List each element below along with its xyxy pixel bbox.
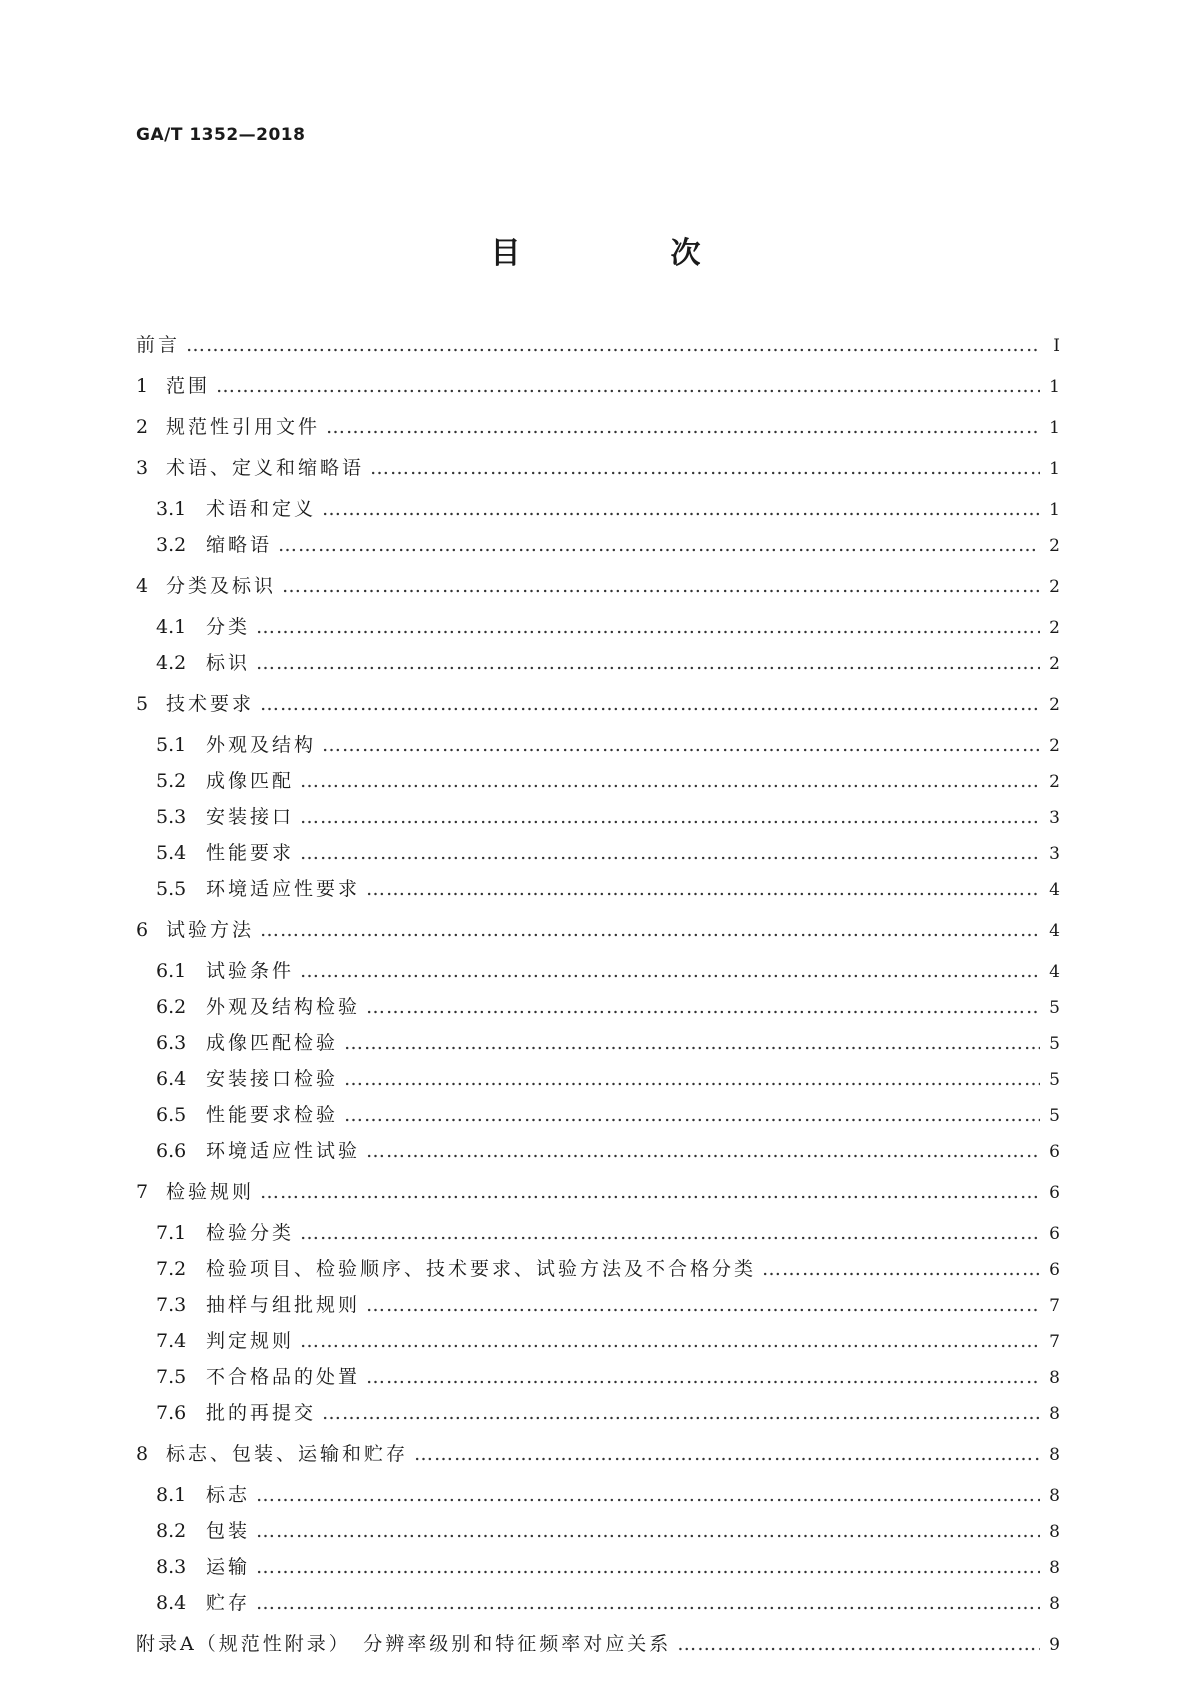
toc-entry-number: 5 [136,693,149,715]
toc-entry[interactable] [136,956,1060,983]
toc-leader-dots [322,1402,1040,1424]
toc-entry-page: 6 [1049,1142,1060,1162]
toc-entry-label: 检验规则 [166,1181,255,1203]
toc-leader-dots [300,1222,1040,1244]
toc-entry-label: 附录A（规范性附录） 分辨率级别和特征频率对应关系 [136,1633,672,1655]
toc-entry[interactable] [136,766,1060,793]
toc-entry[interactable] [136,874,1060,901]
toc-entry-page: 4 [1049,921,1060,941]
toc-entry[interactable] [136,648,1060,675]
toc-entry-page: 8 [1049,1404,1060,1424]
toc-entry[interactable] [136,1480,1060,1507]
toc-entry-label: 分类及标识 [166,575,277,597]
toc-entry-number: 5.5 [156,878,187,900]
toc-entry[interactable] [136,494,1060,521]
toc-entry-page: Ⅰ [1053,336,1060,356]
toc-leader-dots [278,534,1040,556]
toc-entry-number: 8 [136,1443,149,1465]
toc-entry-number: 5.1 [156,734,187,756]
toc-entry-page: 2 [1049,736,1060,756]
toc-leader-dots [326,416,1040,438]
toc-entry-label: 贮存 [206,1592,251,1614]
toc-leader-dots [300,960,1040,982]
toc-entry-number: 7.6 [156,1402,187,1424]
toc-entry[interactable] [136,730,1060,757]
toc-entry-number: 7.5 [156,1366,187,1388]
toc-entry[interactable] [136,1326,1060,1353]
toc-entry-number: 5.2 [156,770,187,792]
toc-entry[interactable] [136,453,1060,480]
toc-entry-number: 7.3 [156,1294,187,1316]
toc-entry[interactable] [136,1588,1060,1615]
toc-leader-dots [414,1443,1040,1465]
toc-entry[interactable] [136,915,1060,942]
toc-entry-number: 7.1 [156,1222,187,1244]
toc-entry-page: 7 [1049,1296,1060,1316]
toc-leader-dots [300,1330,1040,1352]
toc-entry-label: 范围 [166,375,211,397]
toc-entry[interactable] [136,1100,1060,1127]
toc-entry[interactable] [136,838,1060,865]
toc-entry-label: 规范性引用文件 [166,416,321,438]
toc-entry-page: 2 [1049,654,1060,674]
toc-entry-page: 2 [1049,695,1060,715]
toc-leader-dots [366,878,1040,900]
toc-entry[interactable] [136,1552,1060,1579]
toc-leader-dots [256,652,1040,674]
toc-entry-page: 5 [1049,998,1060,1018]
toc-leader-dots [260,1181,1040,1203]
toc-entry-number: 8.1 [156,1484,187,1506]
toc-entry-label: 环境适应性试验 [206,1140,361,1162]
toc-entry-number: 4 [136,575,149,597]
toc-entry-number: 4.2 [156,652,187,674]
toc-leader-dots [260,919,1040,941]
toc-entry[interactable] [136,1362,1060,1389]
toc-leader-dots [300,770,1040,792]
toc-entry-page: 3 [1049,808,1060,828]
toc-entry[interactable] [136,1136,1060,1163]
toc-entry-page: 7 [1049,1332,1060,1352]
toc-leader-dots [256,1520,1040,1542]
toc-leader-dots [216,375,1040,397]
toc-leader-dots [366,1294,1040,1316]
toc-entry[interactable] [136,1064,1060,1091]
toc-entry-label: 环境适应性要求 [206,878,361,900]
toc-leader-dots [282,575,1040,597]
toc-entry-label: 运输 [206,1556,251,1578]
toc-entry-page: 4 [1049,880,1060,900]
toc-entry-number: 6.5 [156,1104,187,1126]
toc-entry-number: 6.6 [156,1140,187,1162]
toc-entry-page: 8 [1049,1486,1060,1506]
toc-entry-page: 2 [1049,618,1060,638]
toc-entry-label: 标志 [206,1484,251,1506]
toc-entry[interactable] [136,412,1060,439]
toc-leader-dots [370,457,1040,479]
toc-entry-label: 标志、包装、运输和贮存 [166,1443,409,1465]
table-of-contents [136,330,1060,1656]
toc-entry[interactable] [136,1290,1060,1317]
toc-entry-page: 8 [1049,1368,1060,1388]
toc-entry[interactable] [136,1254,1060,1281]
toc-leader-dots [344,1032,1040,1054]
toc-entry-label: 技术要求 [166,693,255,715]
toc-entry-page: 8 [1049,1594,1060,1614]
toc-entry-number: 7 [136,1181,149,1203]
toc-entry-label: 缩略语 [206,534,273,556]
toc-entry-number: 3.2 [156,534,187,556]
toc-leader-dots [366,1140,1040,1162]
toc-entry[interactable] [136,1218,1060,1245]
toc-entry-label: 包装 [206,1520,251,1542]
toc-entry-number: 6.2 [156,996,187,1018]
toc-entry-label: 判定规则 [206,1330,295,1352]
toc-entry-number: 6.4 [156,1068,187,1090]
toc-entry-number: 7.2 [156,1258,187,1280]
toc-entry-label: 术语和定义 [206,498,317,520]
toc-entry[interactable] [136,330,1060,357]
toc-entry-page: 9 [1049,1635,1060,1655]
toc-entry[interactable] [136,992,1060,1019]
toc-entry-number: 2 [136,416,149,438]
toc-entry[interactable] [136,571,1060,598]
toc-entry-page: 5 [1049,1034,1060,1054]
toc-entry[interactable] [136,1516,1060,1543]
toc-entry-page: 8 [1049,1522,1060,1542]
toc-entry-number: 5.4 [156,842,187,864]
toc-leader-dots [762,1258,1040,1280]
toc-entry-label: 不合格品的处置 [206,1366,361,1388]
toc-entry-number: 6 [136,919,149,941]
toc-leader-dots [186,334,1040,356]
toc-entry-number: 8.4 [156,1592,187,1614]
toc-leader-dots [344,1068,1040,1090]
toc-entry-label: 标识 [206,652,251,674]
toc-entry-number: 4.1 [156,616,187,638]
toc-leader-dots [256,616,1040,638]
toc-leader-dots [300,842,1040,864]
toc-entry-page: 2 [1049,577,1060,597]
toc-entry[interactable] [136,1629,1060,1656]
toc-leader-dots [322,498,1040,520]
toc-entry-label: 术语、定义和缩略语 [166,457,365,479]
toc-entry-label: 成像匹配检验 [206,1032,339,1054]
toc-entry-number: 7.4 [156,1330,187,1352]
standard-code: GA/T 1352—2018 [136,125,306,145]
toc-entry-page: 2 [1049,772,1060,792]
toc-entry-label: 抽样与组批规则 [206,1294,361,1316]
toc-entry-page: 5 [1049,1106,1060,1126]
toc-entry-label: 性能要求 [206,842,295,864]
toc-entry-page: 3 [1049,844,1060,864]
toc-entry-label: 检验分类 [206,1222,295,1244]
toc-leader-dots [260,693,1040,715]
toc-entry-number: 1 [136,375,149,397]
toc-leader-dots [366,996,1040,1018]
toc-entry[interactable] [136,1439,1060,1466]
toc-entry-page: 5 [1049,1070,1060,1090]
toc-entry-label: 检验项目、检验顺序、技术要求、试验方法及不合格分类 [206,1258,757,1280]
toc-entry[interactable] [136,612,1060,639]
toc-entry-label: 性能要求检验 [206,1104,339,1126]
toc-leader-dots [344,1104,1040,1126]
toc-entry-label: 前言 [136,334,181,356]
toc-entry-label: 安装接口 [206,806,295,828]
toc-entry-page: 1 [1049,418,1060,438]
toc-entry-page: 6 [1049,1224,1060,1244]
toc-leader-dots [256,1556,1040,1578]
toc-entry-number: 3.1 [156,498,187,520]
toc-entry-number: 8.2 [156,1520,187,1542]
toc-entry[interactable] [136,1177,1060,1204]
toc-entry-page: 6 [1049,1183,1060,1203]
toc-entry-label: 安装接口检验 [206,1068,339,1090]
toc-entry-page: 1 [1049,459,1060,479]
toc-entry-number: 6.1 [156,960,187,982]
toc-entry[interactable] [136,371,1060,398]
toc-entry-number: 6.3 [156,1032,187,1054]
toc-entry-label: 分类 [206,616,251,638]
toc-entry-page: 1 [1049,377,1060,397]
toc-entry-label: 成像匹配 [206,770,295,792]
toc-entry-number: 8.3 [156,1556,187,1578]
toc-entry-page: 8 [1049,1445,1060,1465]
toc-entry-page: 6 [1049,1260,1060,1280]
toc-entry-label: 外观及结构检验 [206,996,361,1018]
toc-entry-page: 4 [1049,962,1060,982]
toc-entry[interactable] [136,802,1060,829]
toc-entry-page: 2 [1049,536,1060,556]
toc-entry-number: 5.3 [156,806,187,828]
toc-entry-label: 外观及结构 [206,734,317,756]
toc-entry-page: 1 [1049,500,1060,520]
toc-entry[interactable] [136,530,1060,557]
toc-entry-label: 试验条件 [206,960,295,982]
toc-leader-dots [256,1592,1040,1614]
toc-leader-dots [300,806,1040,828]
toc-leader-dots [322,734,1040,756]
toc-leader-dots [677,1633,1040,1655]
toc-entry-label: 批的再提交 [206,1402,317,1424]
toc-entry-number: 3 [136,457,149,479]
toc-leader-dots [256,1484,1040,1506]
toc-entry[interactable] [136,1028,1060,1055]
page-title: 目 次 [490,236,761,271]
toc-entry[interactable] [136,689,1060,716]
toc-entry-label: 试验方法 [166,919,255,941]
toc-entry[interactable] [136,1398,1060,1425]
toc-leader-dots [366,1366,1040,1388]
toc-entry-page: 8 [1049,1558,1060,1578]
